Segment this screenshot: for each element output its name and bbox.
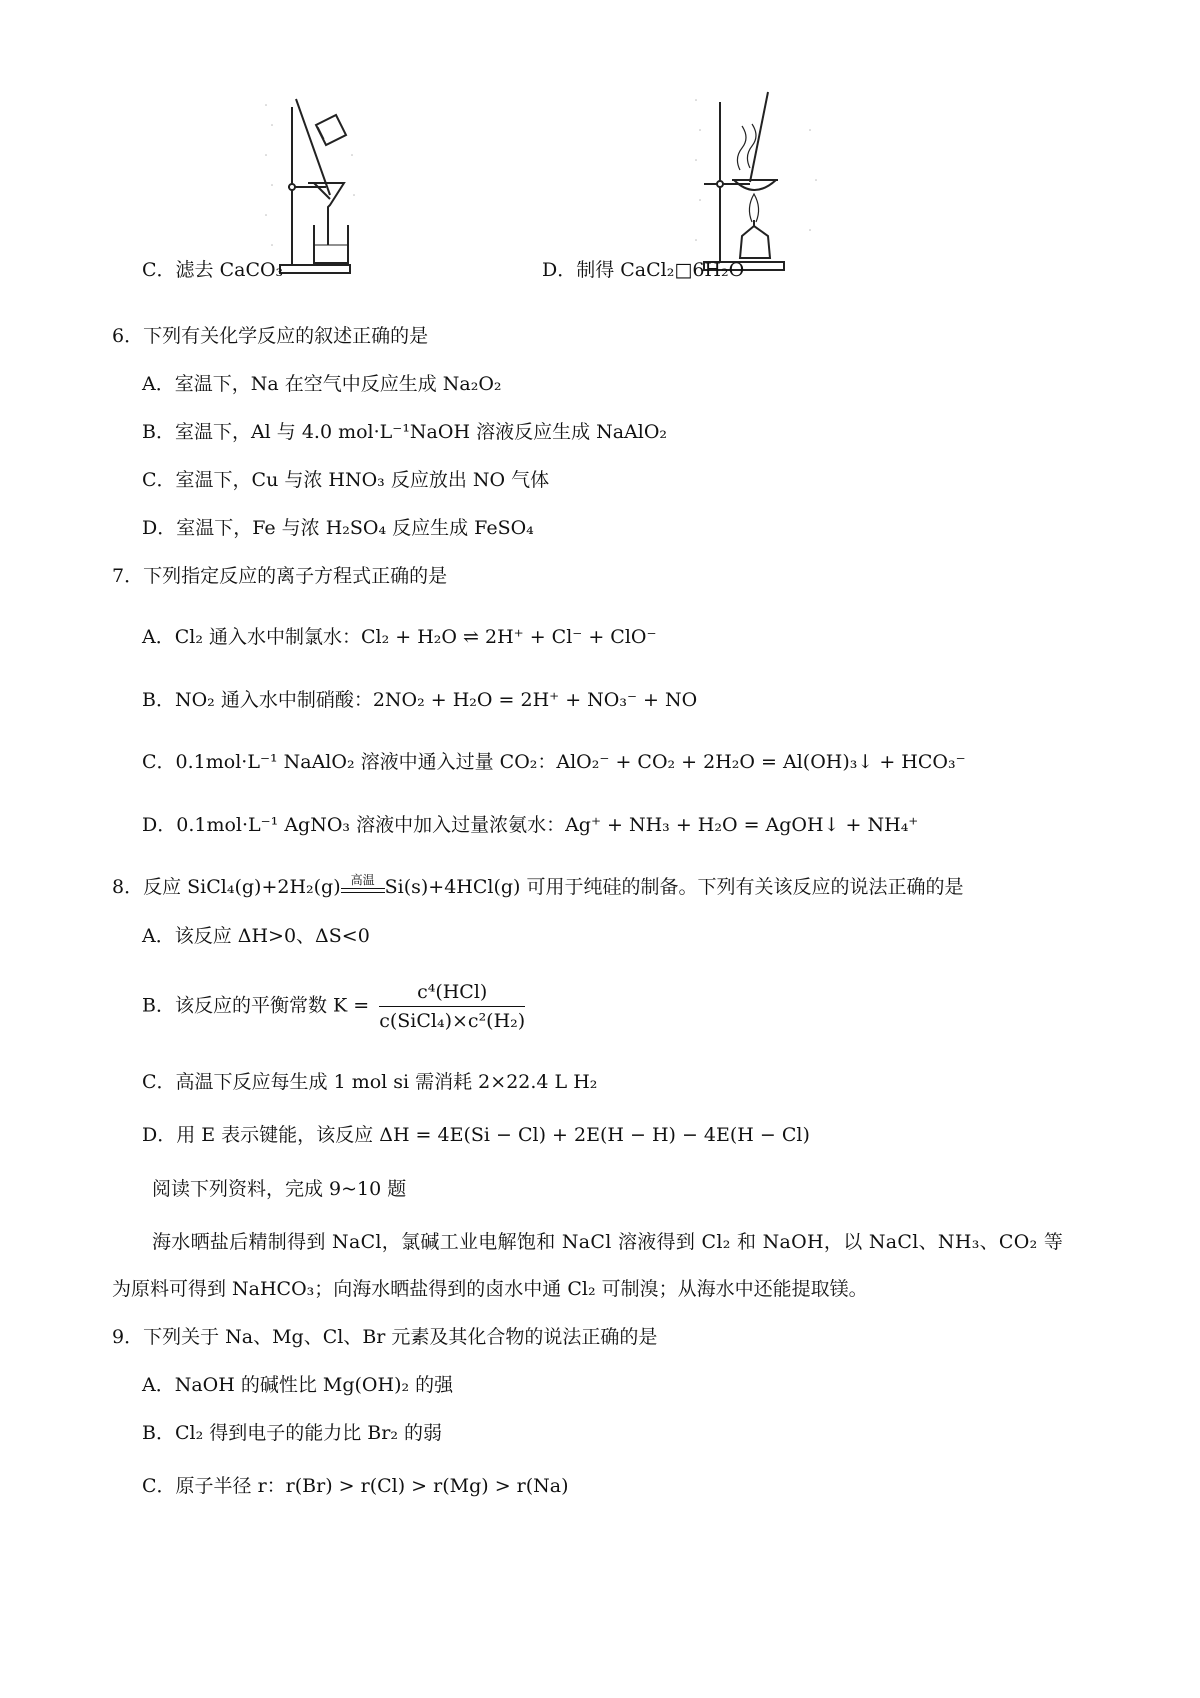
q7-option-a: A．Cl₂ 通入水中制氯水：Cl₂ + H₂O ⇌ 2H⁺ + Cl⁻ + ClO⁻: [142, 626, 657, 648]
q8-stem-after: Si(s)+4HCl(g) 可用于纯硅的制备。下列有关该反应的说法正确的是: [384, 876, 964, 898]
q8-stem-before: 8．反应 SiCl₄(g)+2H₂(g): [112, 876, 341, 898]
q7-stem: 7．下列指定反应的离子方程式正确的是: [112, 565, 448, 587]
q8-condition: 高温: [350, 873, 375, 887]
q8-option-b-label: B．该反应的平衡常数 K =: [142, 994, 370, 1017]
q7-option-d: D．0.1mol·L⁻¹ AgNO₃ 溶液中加入过量浓氨水：Ag⁺ + NH₃ + H₂O = AgOH↓ + NH₄⁺: [142, 814, 919, 836]
q8-option-b: [142, 980, 525, 1033]
q9-stem: 9．下列关于 Na、Mg、Cl、Br 元素及其化合物的说法正确的是: [112, 1326, 658, 1348]
q5-option-d: D．制得 CaCl₂□6H₂O: [542, 259, 745, 281]
q6-option-a: A．室温下，Na 在空气中反应生成 Na₂O₂: [142, 373, 502, 395]
q9-option-a: A．NaOH 的碱性比 Mg(OH)₂ 的强: [142, 1374, 454, 1396]
q5-option-c: C．滤去 CaCO₃: [142, 259, 284, 281]
q6-option-b: B．室温下，Al 与 4.0 mol·L⁻¹NaOH 溶液反应生成 NaAlO₂: [142, 421, 668, 443]
equilibrium-constant-fraction: [379, 980, 525, 1033]
fraction-numerator: c⁴(HCl): [379, 980, 525, 1007]
q6-option-d: D．室温下，Fe 与浓 H₂SO₄ 反应生成 FeSO₄: [142, 517, 534, 539]
q9-option-c: C．原子半径 r：r(Br) > r(Cl) > r(Mg) > r(Na): [142, 1475, 569, 1497]
reading-line-2: 为原料可得到 NaHCO₃；向海水晒盐得到的卤水中通 Cl₂ 可制溴；从海水中还能提取镁。: [112, 1278, 868, 1300]
evaporation-apparatus-figure: [690, 90, 830, 276]
fraction-denominator: c(SiCl₄)×c²(H₂): [379, 1010, 526, 1032]
q7-option-b: B．NO₂ 通入水中制硝酸：2NO₂ + H₂O = 2H⁺ + NO₃⁻ + NO: [142, 689, 698, 711]
q7-option-c: C．0.1mol·L⁻¹ NaAlO₂ 溶液中通入过量 CO₂：AlO₂⁻ + CO₂ + 2H₂O = Al(OH)₃↓ + HCO₃⁻: [142, 751, 966, 773]
q6-option-c: C．室温下，Cu 与浓 HNO₃ 反应放出 NO 气体: [142, 469, 550, 491]
filtration-apparatus-figure: [258, 95, 358, 277]
q8-reaction-arrow: [341, 873, 385, 899]
q9-option-b: B．Cl₂ 得到电子的能力比 Br₂ 的弱: [142, 1422, 442, 1444]
q6-stem: 6．下列有关化学反应的叙述正确的是: [112, 325, 429, 347]
q8-option-c: C．高温下反应每生成 1 mol si 需消耗 2×22.4 L H₂: [142, 1071, 598, 1093]
q8-option-d: D．用 E 表示键能，该反应 ΔH = 4E(Si − Cl) + 2E(H − H) − 4E(H − Cl): [142, 1124, 810, 1146]
reading-intro: 阅读下列资料，完成 9~10 题: [152, 1178, 407, 1200]
reading-line-1: 海水晒盐后精制得到 NaCl，氯碱工业电解饱和 NaCl 溶液得到 Cl₂ 和 NaOH，以 NaCl、NH₃、CO₂ 等: [152, 1231, 1064, 1253]
q8-option-a: A．该反应 ΔH>0、ΔS<0: [142, 925, 370, 947]
q8-stem: [112, 875, 964, 899]
